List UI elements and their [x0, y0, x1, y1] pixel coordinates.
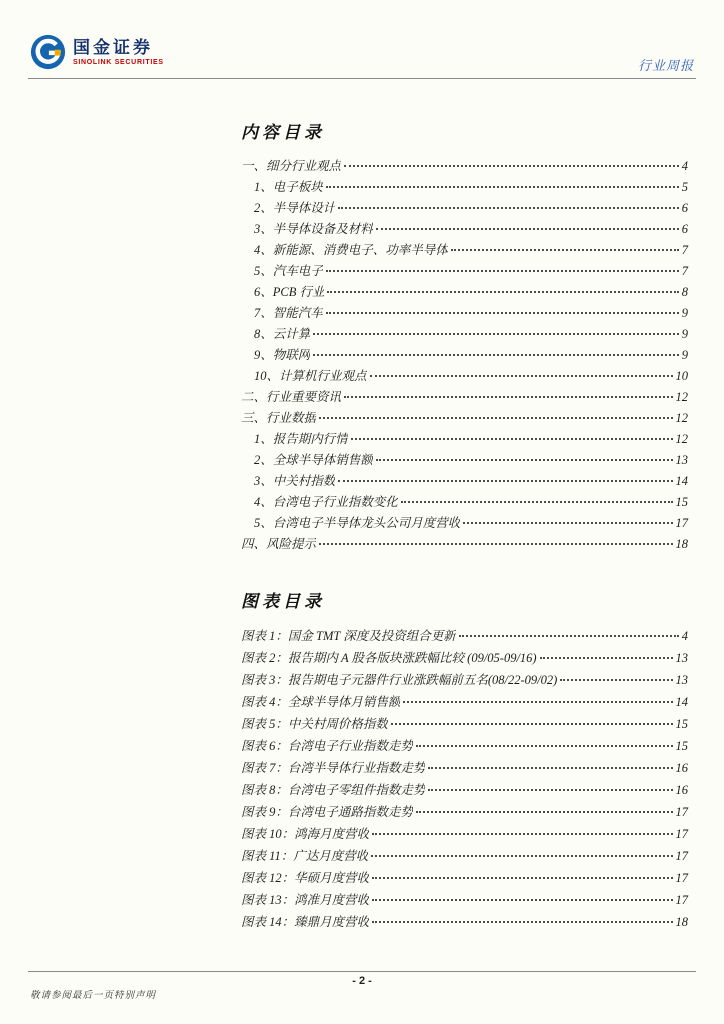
figures-list — [241, 625, 688, 933]
figure-entry[interactable] — [241, 867, 688, 889]
dotted-leader — [371, 855, 672, 857]
toc-entry[interactable] — [241, 282, 688, 303]
toc-entry-page: 12 — [675, 411, 688, 425]
toc-entry-page: 9 — [681, 327, 688, 341]
toc-entry-label: 2、半导体设计 — [254, 201, 336, 215]
figure-entry-label: 图表 5：中关村周价格指数 — [241, 717, 388, 731]
toc-entry-label: 4、台湾电子行业指数变化 — [254, 495, 398, 509]
toc-entry[interactable] — [241, 513, 688, 534]
dotted-leader — [428, 789, 672, 791]
dotted-leader — [319, 417, 672, 419]
dotted-leader — [326, 312, 679, 314]
toc-entry-page: 12 — [675, 432, 688, 446]
brand-text — [73, 39, 164, 66]
dotted-leader — [326, 186, 679, 188]
content-column — [241, 118, 688, 933]
toc-entry[interactable] — [241, 408, 688, 429]
toc-entry[interactable] — [241, 156, 688, 177]
figure-entry[interactable] — [241, 823, 688, 845]
toc-entry[interactable] — [241, 240, 688, 261]
toc-entry-page: 7 — [681, 264, 688, 278]
figure-entry-page: 16 — [675, 783, 688, 797]
toc-entry-label: 3、半导体设备及材料 — [254, 222, 373, 236]
figure-entry-label: 图表 3：报告期电子元器件行业涨跌幅前五名(08/22-09/02) — [241, 673, 558, 687]
figure-entry[interactable] — [241, 889, 688, 911]
figures-title: 图表目录 — [241, 592, 325, 611]
toc-entry-page: 14 — [675, 474, 688, 488]
figure-entry-label: 图表 12：华硕月度营收 — [241, 871, 370, 885]
toc-entry-label: 一、细分行业观点 — [241, 159, 342, 173]
dotted-leader — [372, 877, 672, 879]
dotted-leader — [376, 228, 679, 230]
toc-entry-page: 8 — [681, 285, 688, 299]
figure-entry-label: 图表 7：台湾半导体行业指数走势 — [241, 761, 426, 775]
toc-entry-page: 6 — [681, 201, 688, 215]
toc-entry[interactable] — [241, 366, 688, 387]
dotted-leader — [370, 375, 673, 377]
page-header — [30, 34, 696, 78]
figure-entry[interactable] — [241, 691, 688, 713]
toc-entry[interactable] — [241, 303, 688, 324]
dotted-leader — [416, 811, 673, 813]
toc-entry-label: 7、智能汽车 — [254, 306, 323, 320]
figure-entry-page: 16 — [675, 761, 688, 775]
figure-entry-label: 图表 14：臻鼎月度营收 — [241, 915, 370, 929]
figure-entry-page: 15 — [675, 717, 688, 731]
figure-entry[interactable] — [241, 757, 688, 779]
footer-disclaimer: 敬请参阅最后一页特别声明 — [30, 991, 157, 1001]
figure-entry-page: 17 — [675, 871, 688, 885]
figure-entry-page: 15 — [675, 739, 688, 753]
toc-entry-label: 1、报告期内行情 — [254, 432, 348, 446]
dotted-leader — [372, 921, 672, 923]
dotted-leader — [319, 543, 672, 545]
toc-entry-page: 18 — [675, 537, 688, 551]
toc-entry-label: 二、行业重要资讯 — [241, 390, 342, 404]
dotted-leader — [351, 438, 673, 440]
dotted-leader — [338, 480, 672, 482]
toc-entry-page: 12 — [675, 390, 688, 404]
toc-entry-label: 8、云计算 — [254, 327, 311, 341]
dotted-leader — [451, 249, 679, 251]
toc-entry-page: 17 — [675, 516, 688, 530]
figure-entry[interactable] — [241, 911, 688, 933]
figure-entry-page: 17 — [675, 805, 688, 819]
toc-entry[interactable] — [241, 261, 688, 282]
brand-name-cn: 国金证券 — [73, 37, 153, 57]
toc-entry[interactable] — [241, 429, 688, 450]
figure-entry[interactable] — [241, 779, 688, 801]
figure-entry-page: 17 — [675, 849, 688, 863]
figure-entry-label: 图表 10：鸿海月度营收 — [241, 827, 370, 841]
toc-entry-label: 1、电子板块 — [254, 180, 323, 194]
figure-entry-page: 4 — [681, 629, 688, 643]
dotted-leader — [463, 522, 672, 524]
toc-entry-label: 四、风险提示 — [241, 537, 317, 551]
dotted-leader — [416, 745, 673, 747]
toc-entry-page: 4 — [681, 159, 688, 173]
dotted-leader — [372, 833, 672, 835]
figure-entry-label: 图表 11：广达月度营收 — [241, 849, 369, 863]
toc-entry[interactable] — [241, 387, 688, 408]
toc-entry[interactable] — [241, 177, 688, 198]
toc-entry[interactable] — [241, 219, 688, 240]
figure-entry-page: 18 — [675, 915, 688, 929]
page-number: - 2 - — [352, 975, 372, 987]
toc-entry-page: 10 — [675, 369, 688, 383]
dotted-leader — [403, 701, 672, 703]
toc-entry-label: 9、物联网 — [254, 348, 311, 362]
figure-entry[interactable] — [241, 625, 688, 647]
toc-entry-label: 5、台湾电子半导体龙头公司月度营收 — [254, 516, 461, 530]
figure-entry-page: 17 — [675, 827, 688, 841]
figure-entry[interactable] — [241, 647, 688, 669]
figure-entry-label: 图表 6：台湾电子行业指数走势 — [241, 739, 413, 753]
figure-entry-page: 14 — [675, 695, 688, 709]
toc-entry[interactable] — [241, 534, 688, 555]
toc-entry[interactable] — [241, 471, 688, 492]
figure-entry-label: 图表 2：报告期内 A 股各版块涨跌幅比较 (09/05-09/16) — [241, 651, 537, 665]
toc-entry[interactable] — [241, 324, 688, 345]
dotted-leader — [560, 679, 672, 681]
figure-entry-label: 图表 1：国金 TMT 深度及投资组合更新 — [241, 629, 456, 643]
toc-entry-label: 6、PCB 行业 — [254, 285, 325, 299]
dotted-leader — [338, 207, 678, 209]
dotted-leader — [313, 354, 678, 356]
toc-entry-page: 6 — [681, 222, 688, 236]
toc-entry[interactable] — [241, 345, 688, 366]
figure-entry-label: 图表 4：全球半导体月销售额 — [241, 695, 401, 709]
figure-entry[interactable] — [241, 713, 688, 735]
toc-entry-page: 5 — [681, 180, 688, 194]
report-type-label: 行业周报 — [637, 58, 694, 73]
dotted-leader — [327, 291, 678, 293]
toc-title: 内容目录 — [241, 123, 325, 142]
figure-entry-label: 图表 8：台湾电子零组件指数走势 — [241, 783, 426, 797]
toc-entry-page: 9 — [681, 306, 688, 320]
toc-entry[interactable] — [241, 450, 688, 471]
figure-entry-page: 13 — [675, 673, 688, 687]
figure-entry-label: 图表 9：台湾电子通路指数走势 — [241, 805, 413, 819]
brand — [30, 34, 164, 70]
toc-entry-label: 5、汽车电子 — [254, 264, 323, 278]
figure-entry-page: 13 — [675, 651, 688, 665]
dotted-leader — [372, 899, 672, 901]
toc-entry-label: 3、中关村指数 — [254, 474, 336, 488]
toc-list — [241, 156, 688, 555]
dotted-leader — [344, 396, 672, 398]
dotted-leader — [401, 501, 673, 503]
figure-entry[interactable] — [241, 669, 688, 691]
dotted-leader — [391, 723, 673, 725]
toc-entry-page: 9 — [681, 348, 688, 362]
brand-name-en: SINOLINK SECURITIES — [73, 58, 164, 66]
figure-entry[interactable] — [241, 845, 688, 867]
sinolink-logo-icon — [30, 34, 66, 70]
dotted-leader — [344, 165, 679, 167]
toc-entry-page: 15 — [675, 495, 688, 509]
header-divider — [28, 78, 696, 79]
dotted-leader — [326, 270, 679, 272]
figure-entry-label: 图表 13：鸿准月度营收 — [241, 893, 370, 907]
figure-entry[interactable] — [241, 735, 688, 757]
dotted-leader — [428, 767, 672, 769]
toc-entry[interactable] — [241, 198, 688, 219]
toc-entry-label: 10、计算机行业观点 — [254, 369, 367, 383]
figure-entry-page: 17 — [675, 893, 688, 907]
footer-divider — [28, 971, 696, 972]
dotted-leader — [540, 657, 673, 659]
figures-block — [241, 587, 688, 933]
toc-entry-label: 2、全球半导体销售额 — [254, 453, 373, 467]
toc-entry[interactable] — [241, 492, 688, 513]
toc-entry-page: 13 — [675, 453, 688, 467]
dotted-leader — [459, 635, 679, 637]
dotted-leader — [313, 333, 678, 335]
toc-entry-label: 三、行业数据 — [241, 411, 317, 425]
toc-entry-label: 4、新能源、消费电子、功率半导体 — [254, 243, 448, 257]
dotted-leader — [376, 459, 673, 461]
figure-entry[interactable] — [241, 801, 688, 823]
toc-entry-page: 7 — [681, 243, 688, 257]
